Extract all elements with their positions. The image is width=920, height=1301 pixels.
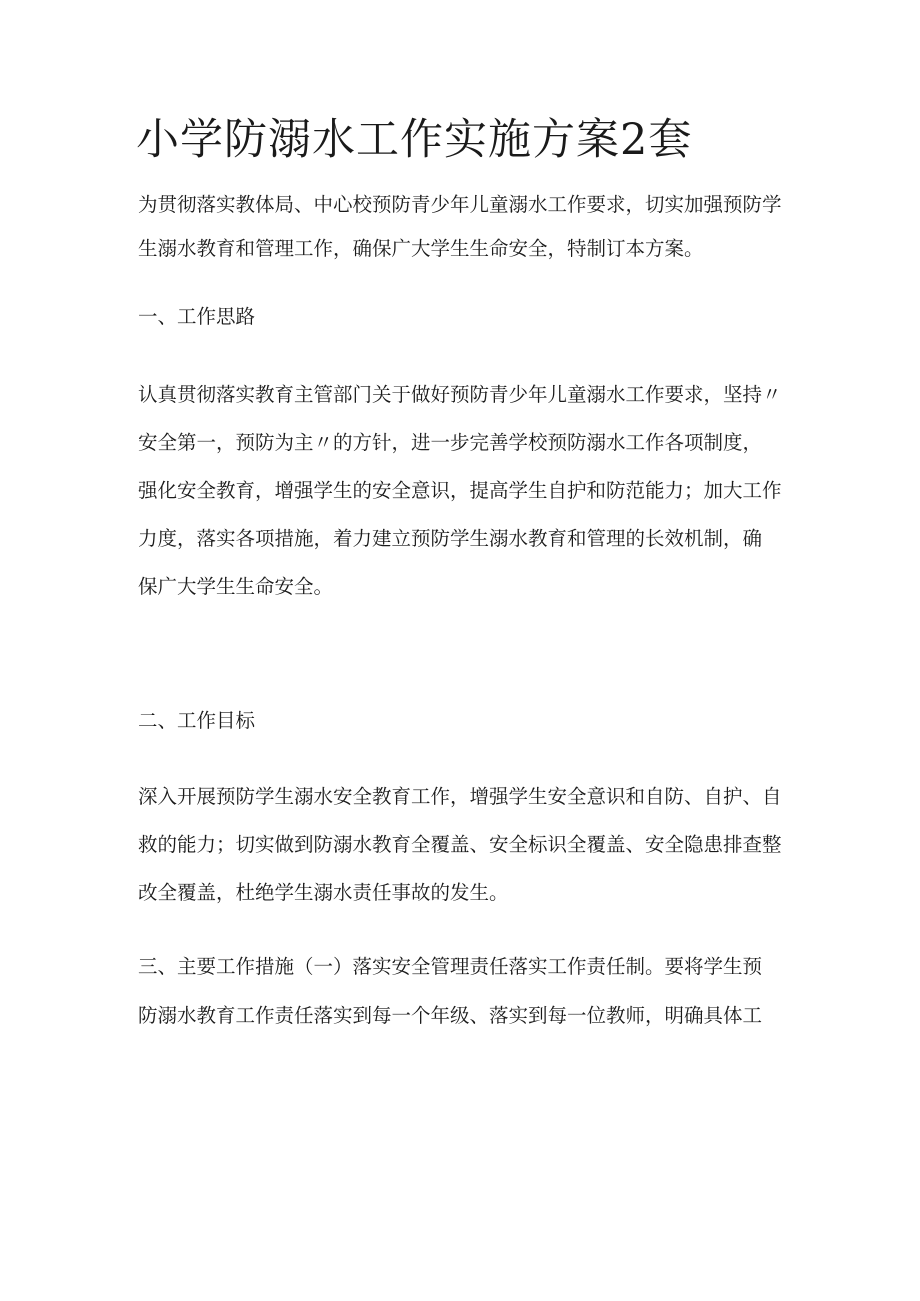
paragraph-line: 力度，落实各项措施，着力建立预防学生溺水教育和管理的长效机制，确 bbox=[138, 527, 763, 550]
paragraph-line: 救的能力；切实做到防溺水教育全覆盖、安全标识全覆盖、安全隐患排查整 bbox=[138, 833, 782, 856]
paragraph-line: 保广大学生生命安全。 bbox=[138, 575, 334, 598]
section-paragraph-work-approach bbox=[138, 371, 798, 611]
paragraph-line: 认真贯彻落实教育主管部门关于做好预防青少年儿童溺水工作要求，坚持〃 bbox=[138, 383, 782, 406]
section-heading-work-approach: 一、工作思路 bbox=[138, 305, 256, 328]
paragraph-line: 三、主要工作措施（一）落实安全管理责任落实工作责任制。要将学生预 bbox=[138, 955, 763, 978]
paragraph-line: 防溺水教育工作责任落实到每一个年级、落实到每一位教师，明确具体工 bbox=[138, 1004, 763, 1027]
section-paragraph-work-goals bbox=[138, 773, 798, 917]
paragraph-line: 深入开展预防学生溺水安全教育工作，增强学生安全意识和自防、自护、自 bbox=[138, 785, 782, 808]
paragraph-line: 强化安全教育，增强学生的安全意识，提高学生自护和防范能力；加大工作 bbox=[138, 479, 782, 502]
document-title: 小学防溺水工作实施方案2套 bbox=[136, 115, 693, 165]
intro-paragraph bbox=[138, 183, 798, 271]
intro-line: 生溺水教育和管理工作，确保广大学生生命安全，特制订本方案。 bbox=[138, 237, 704, 260]
section-heading-work-goals: 二、工作目标 bbox=[138, 709, 256, 732]
intro-line: 为贯彻落实教体局、中心校预防青少年儿童溺水工作要求，切实加强预防学 bbox=[138, 193, 782, 216]
paragraph-line: 改全覆盖，杜绝学生溺水责任事故的发生。 bbox=[138, 881, 509, 904]
paragraph-line: 安全第一，预防为主〃的方针，进一步完善学校预防溺水工作各项制度， bbox=[138, 431, 763, 454]
section-paragraph-main-measures bbox=[138, 942, 798, 1040]
